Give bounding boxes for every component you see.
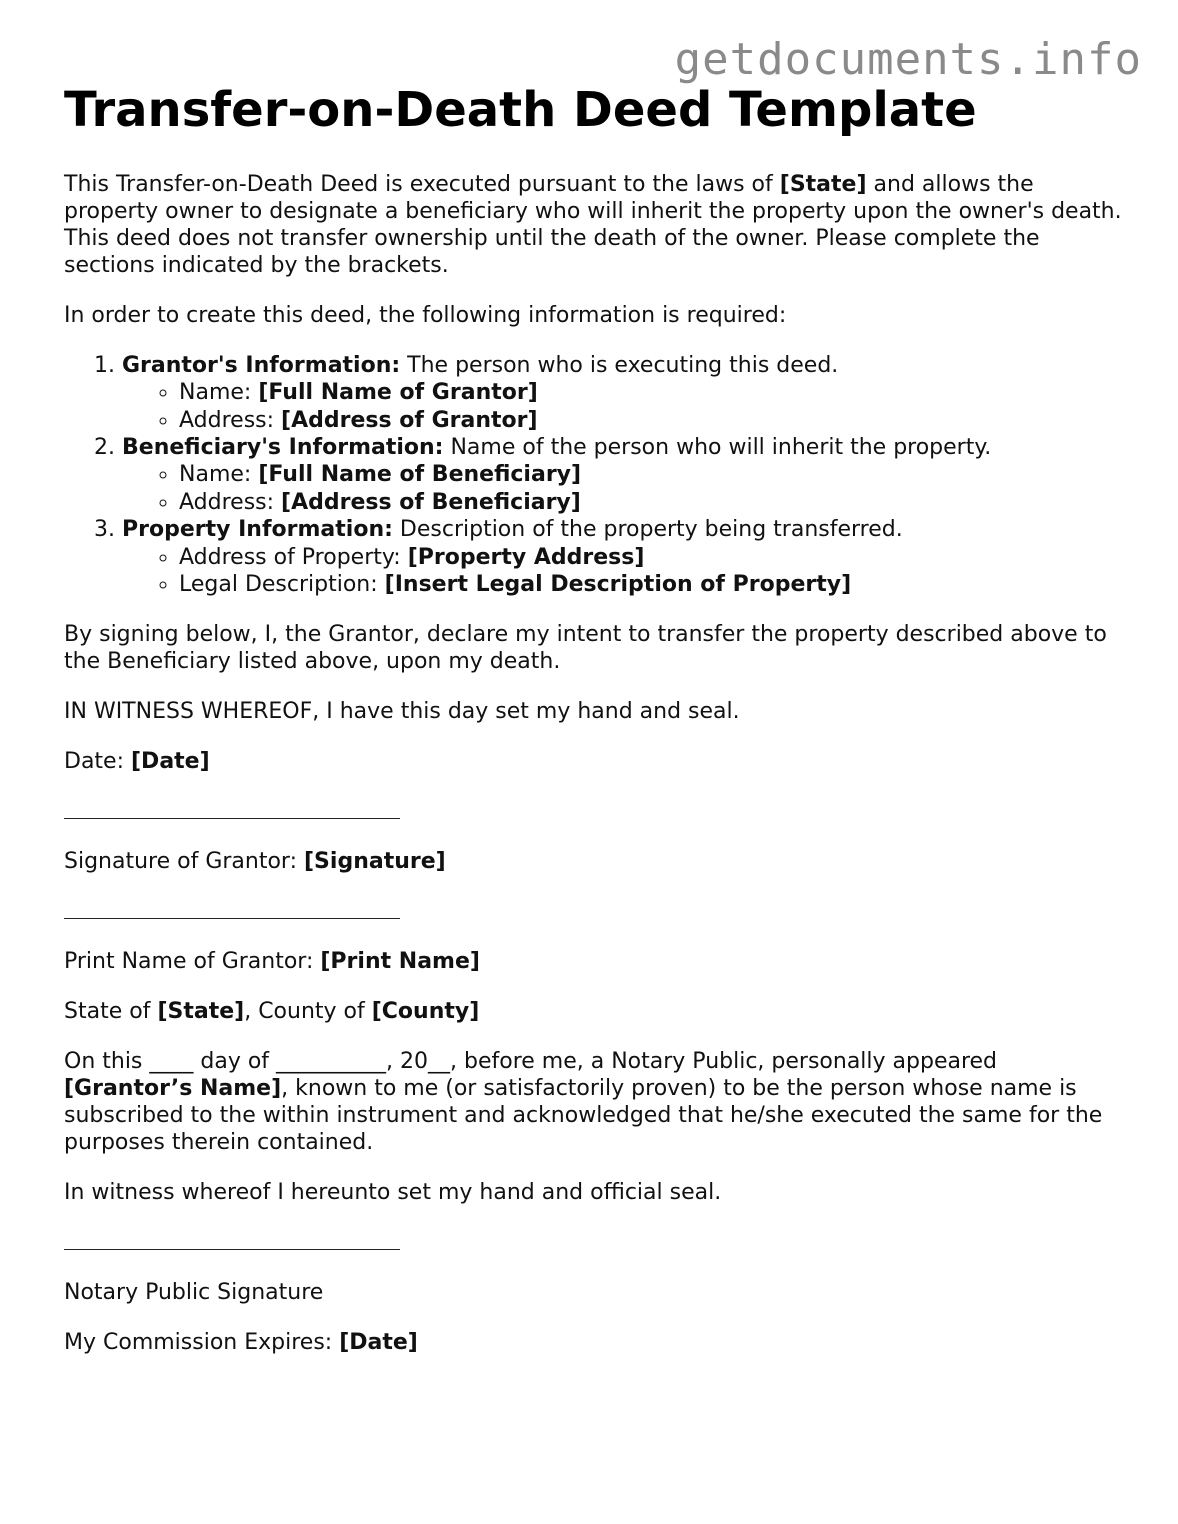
sub-list bbox=[122, 544, 1124, 599]
list-item-grantor bbox=[122, 352, 1124, 434]
section-heading: Grantor's Information: bbox=[122, 352, 401, 378]
sub-list-item bbox=[179, 489, 1124, 516]
intro-paragraph bbox=[64, 171, 1124, 279]
section-heading: Property Information: bbox=[122, 517, 393, 543]
field-placeholder: [Full Name of Beneficiary] bbox=[258, 462, 582, 488]
field-label: Address: bbox=[179, 489, 282, 515]
intro-text-post: and allows the property owner to designate a beneficiary who will inherit the property upon the owner's death. This deed does not transfer ownership until the death of the owner. Please complete the sections indicated by the brackets. bbox=[64, 171, 1122, 278]
declaration-paragraph: By signing below, I, the Grantor, declare my intent to transfer the property described above to the Beneficiary listed above, upon my death. bbox=[64, 622, 1107, 675]
field-placeholder: [Address of Grantor] bbox=[281, 407, 538, 433]
sub-list-item bbox=[179, 544, 1124, 571]
signature-line bbox=[64, 848, 1124, 875]
signature-label: Signature of Grantor: bbox=[64, 849, 304, 875]
print-name bbox=[64, 948, 1124, 975]
field-label: Legal Description: bbox=[179, 572, 385, 598]
section-desc: Name of the person who will inherit the property. bbox=[443, 435, 992, 461]
watermark: getdocuments.info bbox=[674, 34, 1142, 85]
date-line bbox=[64, 748, 1124, 775]
list-item-beneficiary bbox=[122, 434, 1124, 516]
signature-placeholder: [Signature] bbox=[304, 849, 446, 875]
sub-list-item bbox=[179, 461, 1124, 488]
field-label: Address: bbox=[179, 407, 282, 433]
venue-county-placeholder: [County] bbox=[371, 999, 480, 1025]
list-item-property bbox=[122, 516, 1124, 598]
print-name-label: Print Name of Grantor: bbox=[64, 949, 321, 975]
notary-signature-label: Notary Public Signature bbox=[64, 1280, 324, 1306]
intro-state-placeholder: [State] bbox=[779, 171, 867, 197]
sub-list-item bbox=[179, 379, 1124, 406]
witness-paragraph: IN WITNESS WHEREOF, I have this day set my hand and seal. bbox=[64, 699, 740, 725]
field-label: Name: bbox=[179, 380, 259, 406]
document-page bbox=[64, 84, 1124, 1379]
venue-line bbox=[64, 998, 1124, 1025]
commission-label: My Commission Expires: bbox=[64, 1330, 340, 1356]
sub-list-item bbox=[179, 571, 1124, 598]
notary-text-post: , known to me (or satisfactorily proven) to be the person whose name is subscribed to the within instrument and acknowledged that he/she executed the same for the purposes therein contained. bbox=[64, 1076, 1103, 1156]
print-name-line bbox=[64, 898, 1124, 925]
field-label: Address of Property: bbox=[179, 544, 408, 570]
document-title: Transfer-on-Death Deed Template bbox=[64, 82, 977, 138]
notary-signature-line bbox=[64, 1229, 1124, 1256]
section-desc: Description of the property being transferred. bbox=[392, 517, 903, 543]
venue-county-label: , County of bbox=[244, 999, 372, 1025]
requirements-list bbox=[64, 352, 1124, 599]
notary-text-pre: On this ____ day of __________, 20__, before me, a Notary Public, personally appeared bbox=[64, 1049, 998, 1075]
venue-state-placeholder: [State] bbox=[157, 999, 245, 1025]
sub-list bbox=[122, 461, 1124, 516]
field-placeholder: [Property Address] bbox=[407, 544, 645, 570]
sub-list bbox=[122, 379, 1124, 434]
date-label: Date: bbox=[64, 749, 131, 775]
field-label: Name: bbox=[179, 462, 259, 488]
print-name-placeholder: [Print Name] bbox=[320, 949, 480, 975]
commission-placeholder: [Date] bbox=[339, 1330, 418, 1356]
date-placeholder: [Date] bbox=[131, 749, 210, 775]
notary-paragraph bbox=[64, 1048, 1124, 1156]
notary-witness: In witness whereof I hereunto set my hand and official seal. bbox=[64, 1180, 722, 1206]
sub-list-item bbox=[179, 407, 1124, 434]
grantor-signature-line bbox=[64, 798, 1124, 825]
field-placeholder: [Full Name of Grantor] bbox=[258, 380, 538, 406]
commission-line bbox=[64, 1329, 1124, 1356]
section-desc: The person who is executing this deed. bbox=[400, 352, 839, 378]
venue-state-label: State of bbox=[64, 999, 158, 1025]
field-placeholder: [Address of Beneficiary] bbox=[281, 489, 581, 515]
section-heading: Beneficiary's Information: bbox=[122, 435, 444, 461]
notary-name-placeholder: [Grantor’s Name] bbox=[64, 1076, 282, 1102]
required-intro: In order to create this deed, the following information is required: bbox=[64, 302, 787, 328]
intro-text-pre: This Transfer-on-Death Deed is executed pursuant to the laws of bbox=[64, 171, 780, 197]
field-placeholder: [Insert Legal Description of Property] bbox=[384, 572, 852, 598]
